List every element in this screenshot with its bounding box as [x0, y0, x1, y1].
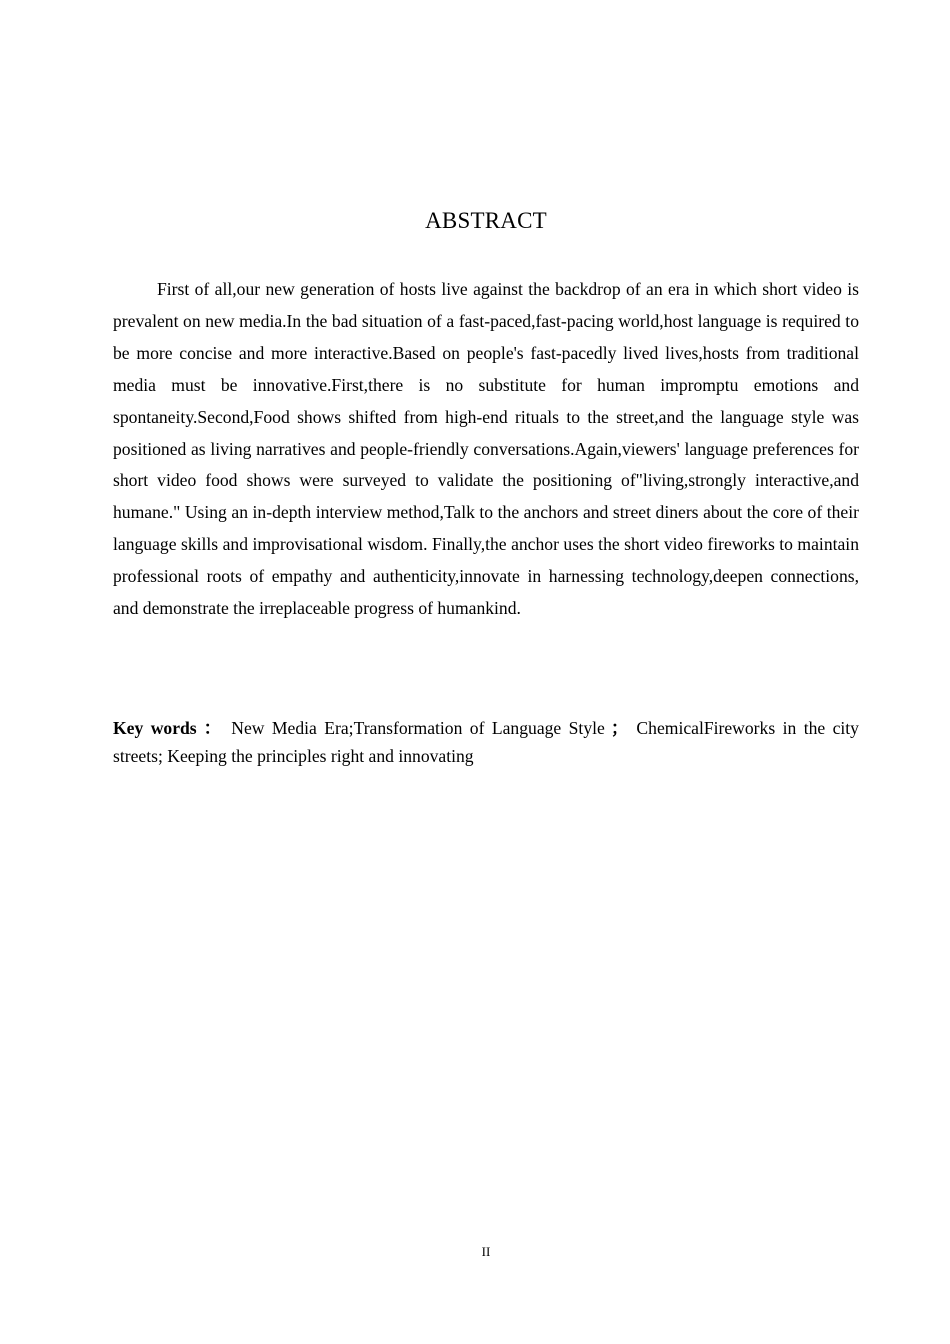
keywords-separator: ； [610, 718, 629, 738]
keywords-label: Key words [113, 718, 197, 738]
keywords-line [113, 714, 859, 770]
abstract-paragraph: First of all,our new generation of hosts live against the backdrop of an era in which short video is prevalent on new media.In the bad situation of a fast-paced,fast-pacing world,host language is required to be more concise and more interactive.Based on people's fast-pacedly lived lives,hosts from traditional media must be innovative.First,there is no substitute for human impromptu emotions and spontaneity.Second,Food shows shifted from high-end rituals to the street,and the language style was positioned as living narratives and people-friendly conversations.Again,viewers' language preferences for short video food shows were surveyed to validate the positioning of"living,strongly interactive,and humane." Using an in-depth interview method,Talk to the anchors and street diners about the core of their language skills and improvisational wisdom. Finally,the anchor uses the short video fireworks to maintain professional roots of empathy and authenticity,innovate in harnessing technology,deepen connections, and demonstrate the irreplaceable progress of humankind. [113, 279, 859, 619]
keywords-label-separator: ： [200, 718, 225, 738]
keywords-part-1: New Media Era;Transformation of Language Style [231, 718, 605, 738]
page-number: II [481, 1244, 491, 1259]
abstract-title: ABSTRACT [425, 208, 547, 233]
keywords-part-2: ChemicalFireworks in the city streets; Keeping the principles right and innovating [113, 718, 859, 766]
